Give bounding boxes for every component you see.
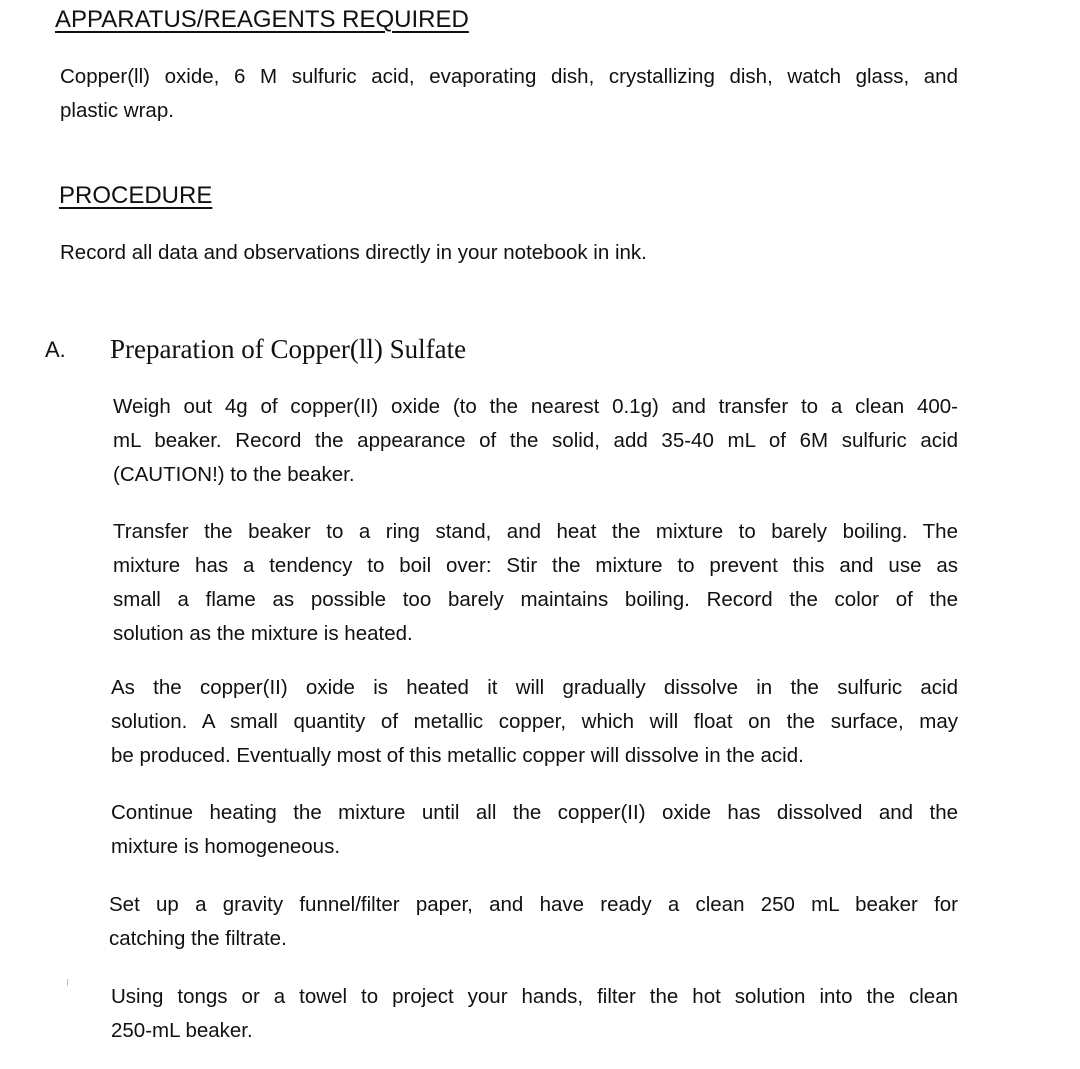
paragraph-line: (CAUTION!) to the beaker. <box>113 463 355 486</box>
procedure-intro: Record all data and observations directly in your notebook in ink. <box>60 241 647 264</box>
paragraph-line: small a flame as possible too barely maintains boiling. Record the color of the <box>113 588 958 611</box>
paragraph-line: 250-mL beaker. <box>111 1019 253 1042</box>
paragraph-line: mixture has a tendency to boil over: Stir the mixture to prevent this and use as <box>113 554 958 577</box>
stray-mark <box>67 979 68 986</box>
paragraph-line: mL beaker. Record the appearance of the solid, add 35-40 mL of 6M sulfuric acid <box>113 429 958 452</box>
section-title: Preparation of Copper(ll) Sulfate <box>110 334 467 364</box>
paragraph-line: mixture is homogeneous. <box>111 835 341 858</box>
paragraph-line: Using tongs or a towel to project your hands, filter the hot solution into the clean <box>111 985 958 1008</box>
paragraph-line: Set up a gravity funnel/filter paper, and have ready a clean 250 mL beaker for <box>109 893 958 916</box>
paragraph-line: Weigh out 4g of copper(II) oxide (to the nearest 0.1g) and transfer to a clean 400- <box>113 395 958 418</box>
apparatus-text-line: Copper(ll) oxide, 6 M sulfuric acid, evaporating dish, crystallizing dish, watch glass, and <box>60 65 958 88</box>
paragraph-line: Continue heating the mixture until all the copper(II) oxide has dissolved and the <box>111 801 958 824</box>
paragraph-line: As the copper(II) oxide is heated it will gradually dissolve in the sulfuric acid <box>111 676 958 699</box>
paragraph-line: be produced. Eventually most of this metallic copper will dissolve in the acid. <box>111 744 804 767</box>
section-label: A. <box>45 337 66 362</box>
paragraph-line: solution as the mixture is heated. <box>113 622 413 645</box>
apparatus-heading: APPARATUS/REAGENTS REQUIRED <box>55 6 469 33</box>
paragraph-line: Transfer the beaker to a ring stand, and heat the mixture to barely boiling. The <box>113 520 958 543</box>
procedure-heading: PROCEDURE <box>59 182 213 209</box>
paragraph-line: catching the filtrate. <box>109 927 287 950</box>
apparatus-text-line: plastic wrap. <box>60 99 174 122</box>
paragraph-line: solution. A small quantity of metallic copper, which will float on the surface, may <box>111 710 958 733</box>
